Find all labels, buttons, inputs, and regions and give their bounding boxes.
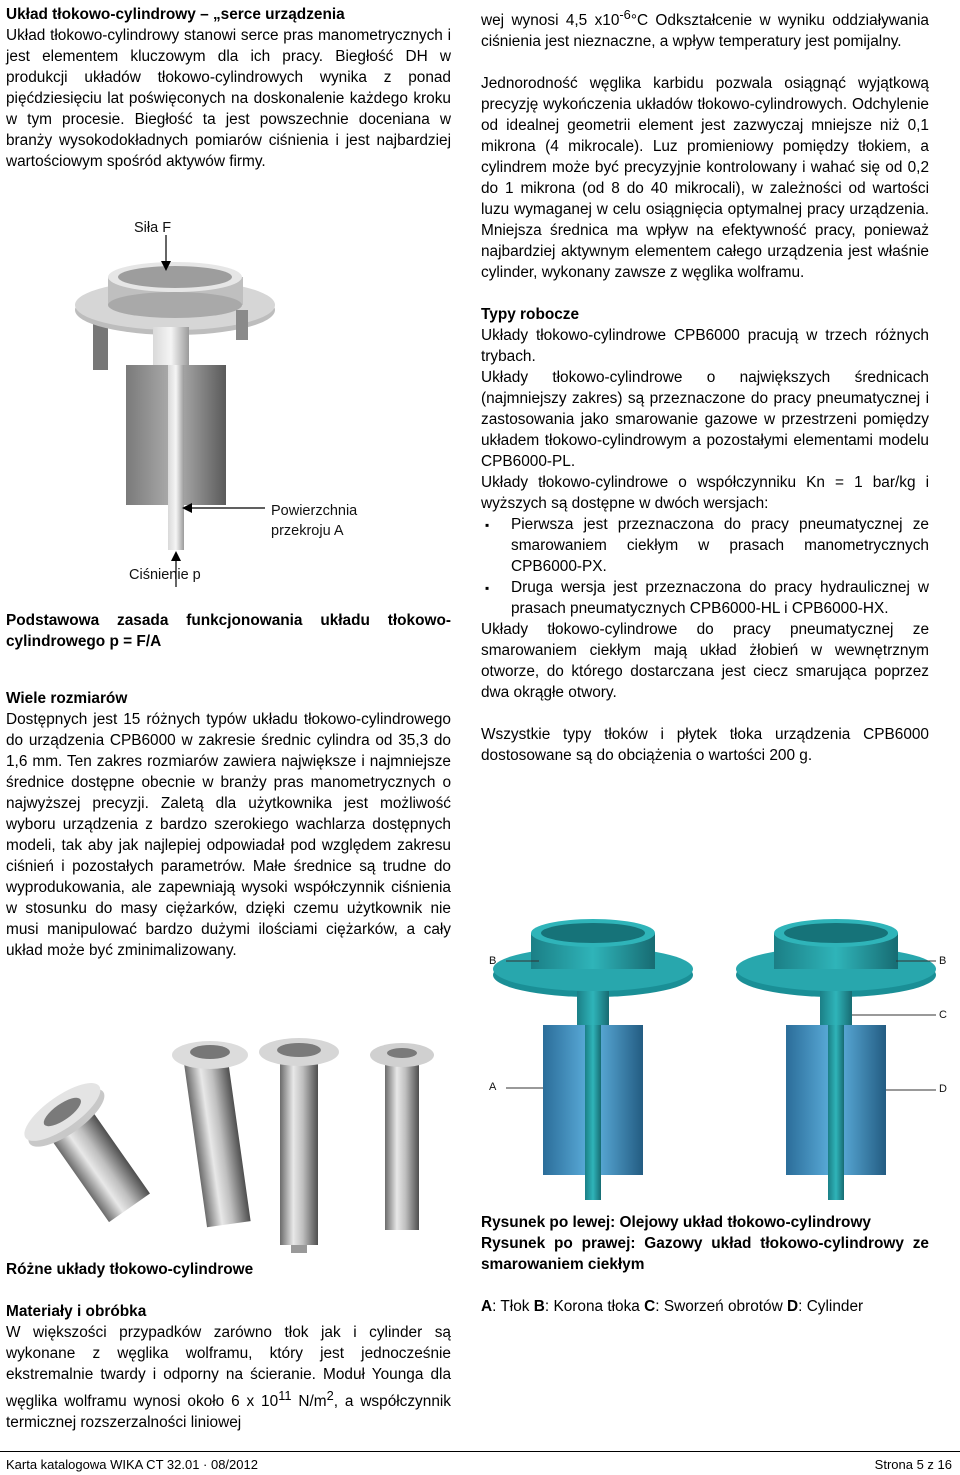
materials-sup-b: 2	[326, 1388, 334, 1403]
legend-d-key: D	[787, 1298, 799, 1315]
pistons-photo	[5, 1020, 450, 1255]
right-column	[481, 4, 929, 766]
diagram-caption: Podstawowa zasada funkcjonowania układu tłokowo-cylindrowego p = F/A	[6, 612, 451, 650]
fig-letter-b-left: B	[489, 955, 497, 967]
list-item	[481, 514, 929, 577]
pin-right	[236, 310, 248, 340]
fig-letter-b-right: B	[939, 955, 947, 967]
fig-letter-d-right: D	[939, 1083, 947, 1095]
types-heading: Typy robocze	[481, 306, 580, 324]
materials-text-c: , a współczynnik termicznej rozszerzalności liniowej	[6, 1393, 451, 1432]
list-item-text: Pierwsza jest przeznaczona do pracy pneumatycznej ze smarowaniem ciekłym w prasach manometrycznych CPB6000-PX.	[511, 516, 929, 576]
oil-piston-figure	[493, 919, 693, 1200]
piston-unit-3	[259, 1038, 339, 1253]
footer-catalog: Karta katalogowa WIKA CT 32.01 · 08/2012	[6, 1457, 258, 1472]
fig-letter-a-left: A	[489, 1081, 497, 1093]
materials-paragraph	[6, 1322, 451, 1433]
list-item-text: Druga wersja jest przeznaczona do pracy hydraulicznej w prasach pneumatycznych CPB6000-HL i CPB6000-HX.	[511, 579, 929, 618]
intro-paragraph: Układ tłokowo-cylindrowy stanowi serce pras manometrycznych i jest elementem kluczowym dla ich pracy. Biegłość DH w produkcji układów tłokowo-cylindrowych wynika z ponad pięćdziesięciu lat poświęconych na doskonalenie każdego kroku w tym procesie. Biegłość ta jest powszechnie doceniana w branży wysokodokładnych pomiarów ciśnienia i jest najbardziej wartościowym spośród aktywów firmy.	[6, 27, 451, 170]
sizes-heading: Wiele rozmiarów	[6, 690, 128, 707]
principle-diagram	[60, 215, 460, 600]
sizes-paragraph: Dostępnych jest 15 różnych typów układu tłokowo-cylindrowego do urządzenia CPB6000 w zakresie średnic cylindra od 35,3 do 1,6 mm. Ten zakres rozmiarów zawiera największe i najmniejsze średnice dostępne obecnie w branży pras manometrycznych o najwyższej precyzji. Zaletą dla użytkownika jest możliwość wyboru urządzenia z bardzo szerokiego wachlarza dostępnych modeli, tak aby jak najlepiej odpowiadał pod względem zakresu ciśnień i pozostałych parametrów. Małe średnice są trudne do wyprodukowania, ale zapewniają wysoki współczynnik ciśnienia w stosunku do masy ciężarków, dzięki czemu użytkownik nie musi manipulować bardzo dużymi ilościami ciężarków, a cały układ może być zminimalizowany.	[6, 711, 451, 959]
legend-d-text: : Cylinder	[798, 1298, 864, 1315]
caption-right-figure: Rysunek po prawej: Gazowy układ tłokowo-cylindrowy ze smarowaniem ciekłym	[481, 1235, 929, 1273]
bullet-icon: ▪	[485, 581, 490, 596]
piston-unit-2	[172, 1041, 251, 1227]
teal-figures	[481, 905, 959, 1205]
pistons-photo-svg	[5, 1020, 450, 1255]
cont-text-b: °C Odkształcenie w wyniku oddziaływania ciśnienia jest nieznaczne, a wpływ temperatury jest pomijalny.	[481, 12, 929, 51]
types-paragraph-2: Układy tłokowo-cylindrowe o największych średnicach (najmniejszy zakres) są przeznaczone do pracy pneumatycznej i zastosowania jako smarowanie gazowe w przestrzeni pomiędzy układem tłokowo-cylindrowym a pozostałymi elementami modelu CPB6000-PL.	[481, 369, 929, 471]
types-paragraph-3: Układy tłokowo-cylindrowe o współczynniku Kn = 1 bar/kg i wyższych są dostępne w dwóch wersjach:	[481, 474, 929, 513]
continuation-paragraph	[481, 4, 929, 52]
materials-text-b: N/m	[291, 1393, 327, 1411]
legend-c-text: : Sworzeń obrotów	[655, 1298, 788, 1315]
types-paragraph-5: Wszystkie typy tłoków i płytek tłoka urządzenia CPB6000 dostosowane są do obciążenia o wartości 200 g.	[481, 726, 929, 765]
gas-piston-figure	[736, 919, 936, 1200]
right-column-captions	[481, 1212, 929, 1317]
section-heading-piston: Układ tłokowo-cylindrowy – „serce urządzenia	[6, 6, 345, 23]
label-force: Siła F	[134, 220, 172, 236]
legend-paragraph	[481, 1296, 929, 1317]
materials-heading: Materiały i obróbka	[6, 1303, 147, 1320]
types-paragraph-1: Układy tłokowo-cylindrowe CPB6000 pracują w trzech różnych trybach.	[481, 327, 929, 366]
carbide-paragraph: Jednorodność węglika karbidu pozwala osiągnąć wyjątkową precyzję wykończenia układów tłokowo-cylindrowych. Odchylenie od idealnej geometrii element jest zazwyczaj mniejsze niż 0,1 mikrona (4 mikrocale). Luz promieniowy pomiędzy tłokiem, a cylindrem może być precyzyjnie kontrolowany i wahać się od 0,2 do 1 mikrona (od 8 do 40 mikrocali), w zależności od wartości luzu wymaganej w celu osiągnięcia optymalnej pracy urządzenia. Mniejsza średnica ma wpływ na efektywność pracy, ponieważ najbardziej aktywnym elementem całego urządzenia jest właśnie cylinder, wykonany zawsze z węglika wolframu.	[481, 75, 929, 282]
left-column-bottom	[6, 1259, 451, 1433]
cup-inner	[118, 266, 232, 288]
piston-shaft	[168, 365, 184, 550]
materials-text-a: W większości przypadków zarówno tłok jak i cylinder są wykonane z węglika wolframu, który jest jednocześnie ekstremalnie twardy i odporny na ścieranie. Moduł Younga dla węglika wolframu wynosi około 6 x 10	[6, 1324, 451, 1411]
legend-b-key: B	[533, 1298, 545, 1315]
principle-diagram-svg	[60, 215, 460, 600]
fig-letter-c-right: C	[939, 1009, 947, 1021]
label-area-2: przekroju A	[271, 523, 344, 539]
legend-a-key: A	[481, 1298, 493, 1315]
label-pressure: Ciśnienie p	[129, 567, 201, 583]
left-column-lower	[6, 610, 451, 961]
teal-figures-svg	[481, 905, 959, 1205]
legend-c-key: C	[644, 1298, 656, 1315]
left-column	[6, 4, 451, 172]
piston-unit-1	[16, 1073, 166, 1234]
materials-sup-a: 11	[278, 1388, 292, 1403]
cont-sup: -6	[619, 7, 631, 22]
piston-neck	[153, 327, 189, 367]
piston-unit-4	[370, 1043, 434, 1230]
cont-text-a: wej wynosi 4,5 x10	[481, 12, 620, 30]
label-area-1: Powierzchnia	[271, 503, 358, 519]
photo-caption: Różne układy tłokowo-cylindrowe	[6, 1261, 254, 1278]
pressure-arrowhead	[171, 551, 181, 561]
legend-b-text: : Korona tłoka	[544, 1298, 645, 1315]
footer-page-number: Strona 5 z 16	[874, 1457, 952, 1472]
versions-list	[481, 514, 929, 619]
list-item	[481, 577, 929, 619]
bullet-icon: ▪	[485, 518, 490, 533]
legend-a-text: : Tłok	[492, 1298, 534, 1315]
caption-left-figure: Rysunek po lewej: Olejowy układ tłokowo-cylindrowy	[481, 1214, 871, 1231]
page-footer	[0, 1451, 960, 1474]
cup-bottom	[108, 292, 242, 318]
types-paragraph-4: Układy tłokowo-cylindrowe do pracy pneumatycznej ze smarowaniem ciekłym mają układ żłobień w wewnętrznym otworze, do którego dostarczana jest ciecz smarująca poprzez dwa okrągłe otwory.	[481, 621, 929, 702]
